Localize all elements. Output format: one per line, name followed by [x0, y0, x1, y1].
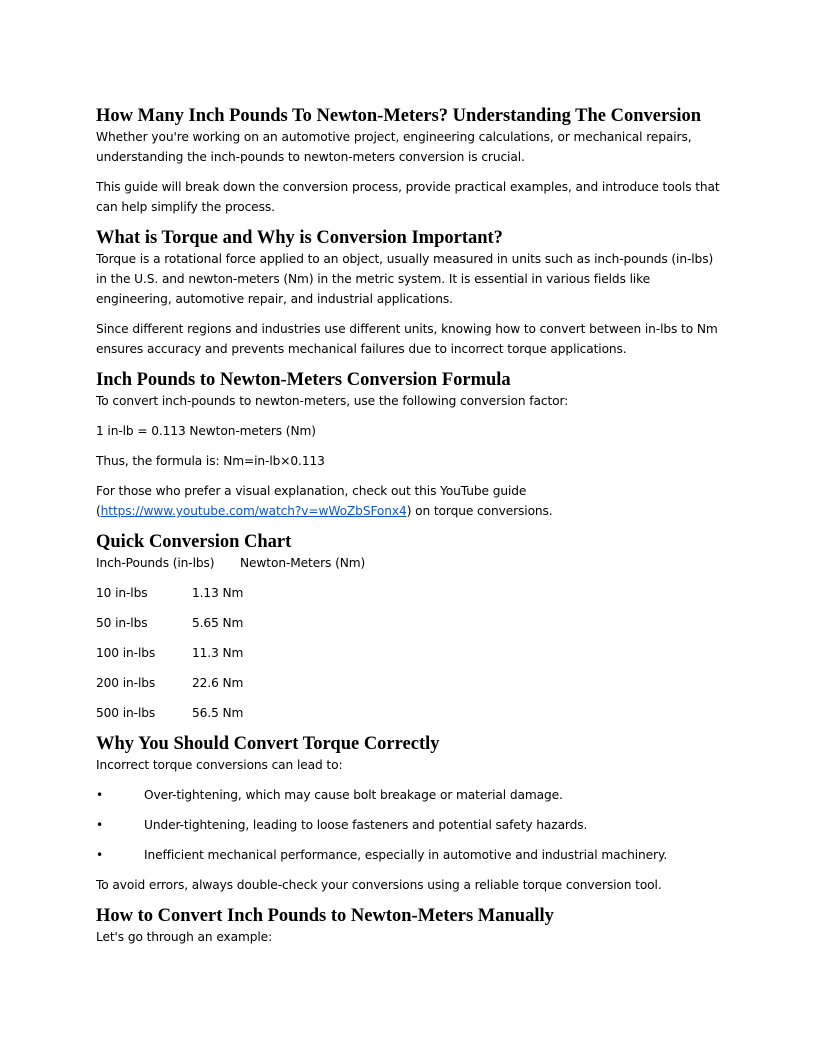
cell-inlbs: 200 in-lbs: [96, 676, 156, 690]
document-page: [96, 105, 720, 957]
torque-paragraph: Torque is a rotational force applied to an object, usually measured in units such as inch-pounds (in-lbs) in the U.S. and newton-meters (Nm) in the metric system. It is essential in various fields like engineering, automotive repair, and industrial applications.: [96, 252, 714, 306]
why-lead: Incorrect torque conversions can lead to:: [96, 758, 343, 772]
paren-open: (: [96, 504, 101, 518]
col-header-nm: Newton-Meters (Nm): [240, 556, 366, 570]
list-item-text: Over-tightening, which may cause bolt breakage or material damage.: [144, 788, 563, 802]
video-suffix: ) on torque conversions.: [406, 504, 553, 518]
video-paragraph: [96, 481, 720, 521]
torque-paragraph: Since different regions and industries use different units, knowing how to convert between in-lbs to Nm ensures accuracy and prevents mechanical failures due to incorrect torque applications.: [96, 322, 718, 356]
chart-heading: Quick Conversion Chart: [96, 532, 292, 552]
chart-header-row: [96, 553, 720, 573]
chart-row: [96, 613, 720, 633]
formula-heading: Inch Pounds to Newton-Meters Conversion Formula: [96, 370, 511, 390]
video-prefix: For those who prefer a visual explanation, check out this YouTube guide: [96, 484, 527, 498]
cell-inlbs: 10 in-lbs: [96, 586, 148, 600]
chart-row: [96, 643, 720, 663]
list-item-text: Under-tightening, leading to loose fasteners and potential safety hazards.: [144, 818, 588, 832]
intro-paragraph: Whether you're working on an automotive project, engineering calculations, or mechanical repairs, understanding the inch-pounds to newton-meters conversion is crucial.: [96, 130, 692, 164]
cell-inlbs: 50 in-lbs: [96, 616, 148, 630]
list-item-text: Inefficient mechanical performance, especially in automotive and industrial machinery.: [144, 848, 668, 862]
why-closing: To avoid errors, always double-check your conversions using a reliable torque conversion tool.: [96, 878, 662, 892]
manual-lead: Let's go through an example:: [96, 930, 273, 944]
youtube-link[interactable]: https://www.youtube.com/watch?v=wWoZbSFonx4: [100, 504, 407, 518]
list-item: [96, 845, 720, 865]
list-item: [96, 785, 720, 805]
torque-heading: What is Torque and Why is Conversion Important?: [96, 228, 503, 248]
bullet-icon: •: [96, 788, 104, 802]
conversion-factor: 1 in-lb = 0.113 Newton-meters (Nm): [96, 424, 316, 438]
article-title: How Many Inch Pounds To Newton-Meters? Understanding The Conversion: [96, 106, 702, 126]
bullet-icon: •: [96, 818, 104, 832]
cell-nm: 11.3 Nm: [192, 646, 244, 660]
bullet-icon: •: [96, 848, 104, 862]
intro-paragraph: This guide will break down the conversion process, provide practical examples, and introduce tools that can help simplify the process.: [96, 180, 720, 214]
chart-row: [96, 703, 720, 723]
why-heading: Why You Should Convert Torque Correctly: [96, 734, 440, 754]
cell-nm: 22.6 Nm: [192, 676, 244, 690]
formula-text: Thus, the formula is: Nm=in-lb×0.113: [96, 454, 325, 468]
manual-heading: How to Convert Inch Pounds to Newton-Meters Manually: [96, 906, 554, 926]
list-item: [96, 815, 720, 835]
cell-nm: 56.5 Nm: [192, 706, 244, 720]
cell-inlbs: 100 in-lbs: [96, 646, 156, 660]
formula-intro: To convert inch-pounds to newton-meters, use the following conversion factor:: [96, 394, 569, 408]
chart-row: [96, 583, 720, 603]
cell-inlbs: 500 in-lbs: [96, 706, 156, 720]
cell-nm: 1.13 Nm: [192, 586, 244, 600]
chart-row: [96, 673, 720, 693]
col-header-inlbs: Inch-Pounds (in-lbs): [96, 556, 215, 570]
cell-nm: 5.65 Nm: [192, 616, 244, 630]
